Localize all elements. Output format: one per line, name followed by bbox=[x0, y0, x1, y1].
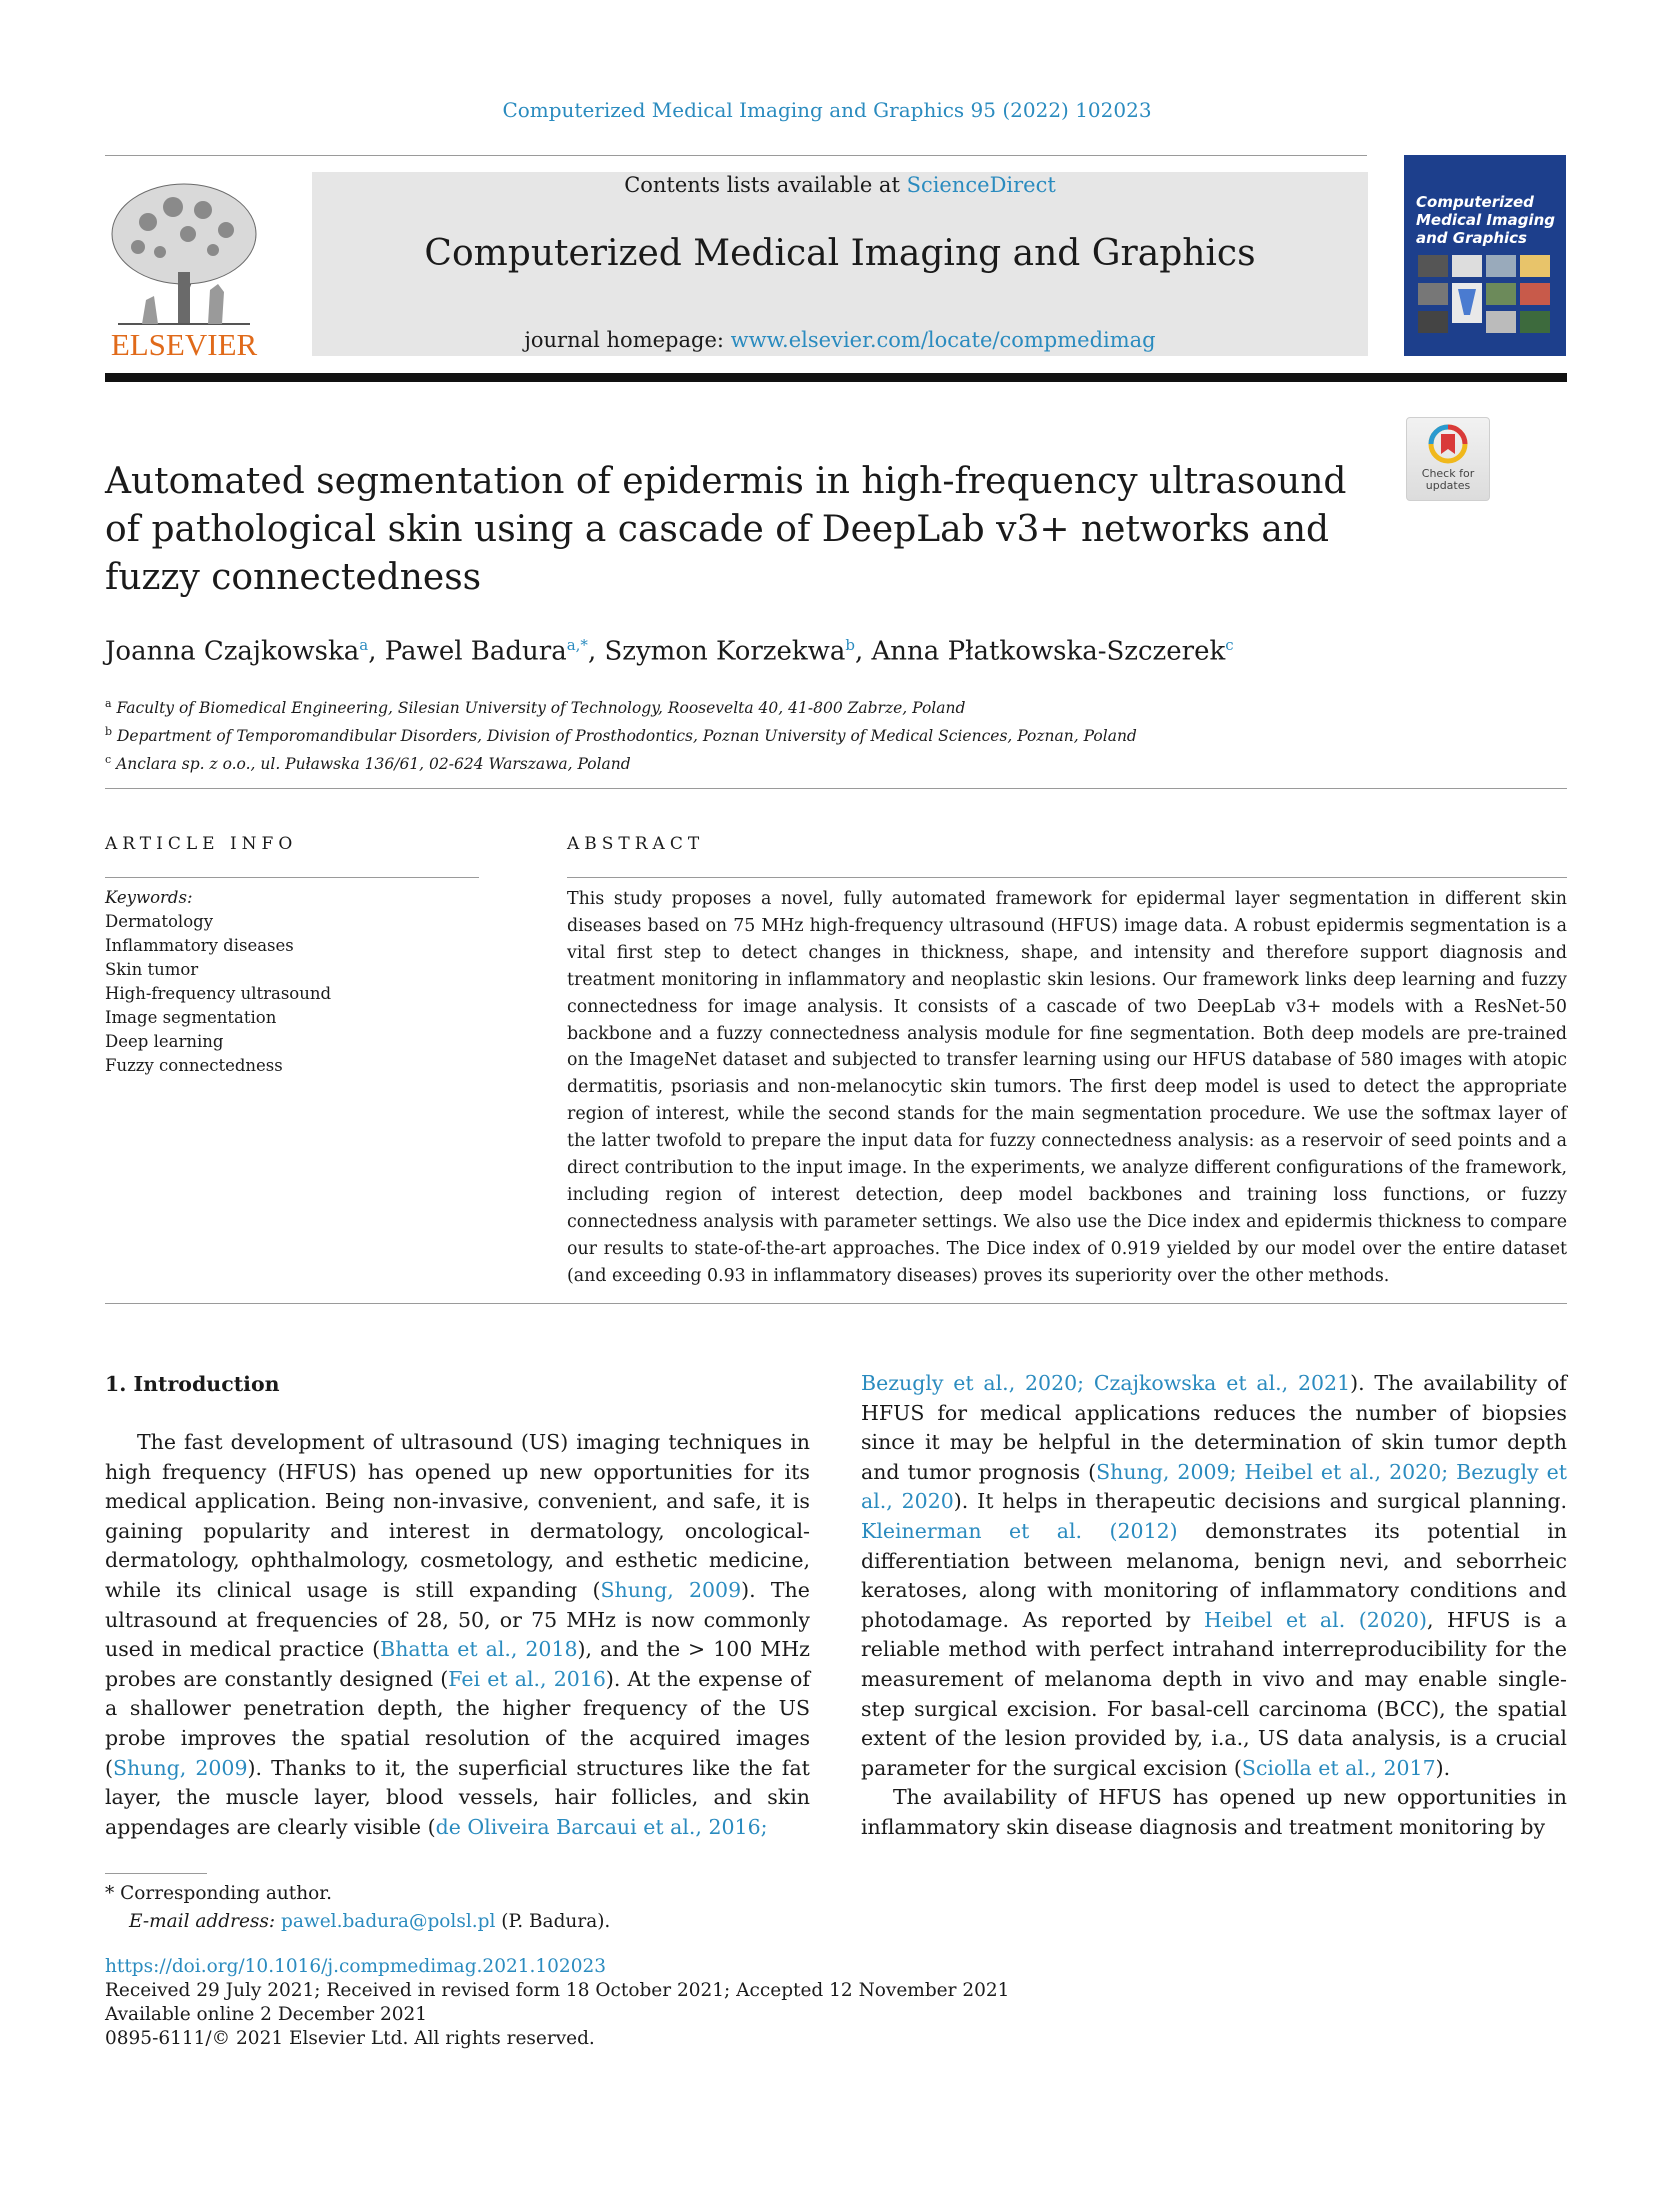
citation-link[interactable] bbox=[1448, 1460, 1456, 1484]
citation-link[interactable]: Bezugly bbox=[861, 1371, 944, 1395]
intro-paragraph-1-part-2: Bezugly et al., 2020; Czajkowska et al., 2021). The availability of HFUS for medical applications reduces the number of biopsies since it may be helpful in the determination of skin tumor depth and tumor prognosis (Shung, 2009; Heibel et al., 2020; Bezugly et al., 2020). It helps in therapeutic decisions and surgical planning. Kleinerman et al. (2012) demonstrates its potential in differentiation between melanoma, benign nevi, and seborrheic keratoses, along with monitoring of inflammatory conditions and photodamage. As reported by Heibel et al. (2020), HFUS is a reliable method with perfect intrahand interreproducibility for the measurement of melanoma depth in vivo and may enable single-step surgical excision. For basal-cell carcinoma (BCC), the spatial extent of the lesion provided by, i.a., US data analysis, is a crucial parameter for the surgical excision (Sciolla et al., 2017). bbox=[861, 1371, 1567, 1780]
citation-link[interactable]: Bhatta bbox=[380, 1637, 450, 1662]
citation-link[interactable] bbox=[547, 1667, 554, 1691]
keyword: Skin tumor bbox=[105, 960, 199, 979]
article-info-rule bbox=[105, 877, 479, 878]
citation-link[interactable]: 2017 bbox=[1383, 1755, 1436, 1780]
citation-link[interactable]: 2009; bbox=[1177, 1459, 1237, 1484]
citation-link[interactable] bbox=[982, 1519, 1009, 1543]
citation-link[interactable]: al., bbox=[983, 1371, 1016, 1395]
keyword: Dermatology bbox=[105, 912, 214, 931]
citation-link[interactable]: 2020; bbox=[1025, 1371, 1085, 1395]
abstract-heading: ABSTRACT bbox=[567, 834, 705, 854]
keywords-list bbox=[105, 886, 465, 1078]
email-label: E-mail address: bbox=[129, 1911, 281, 1932]
author-affiliation-mark[interactable]: a bbox=[359, 636, 369, 654]
citation-link[interactable] bbox=[186, 1756, 195, 1780]
citation-link[interactable] bbox=[893, 1489, 902, 1513]
intro-paragraph-2: The availability of HFUS has opened up new opportunities in inflammatory skin disease diagnosis and treatment monitoring by bbox=[861, 1785, 1567, 1839]
citation-link[interactable] bbox=[1381, 1460, 1389, 1484]
contents-prefix: Contents lists available at bbox=[624, 173, 907, 197]
footnote-rule bbox=[105, 1873, 207, 1874]
citation-link[interactable]: et bbox=[487, 1666, 508, 1691]
citation-link[interactable]: et bbox=[1008, 1518, 1030, 1543]
citation-link[interactable]: et bbox=[457, 1637, 478, 1662]
check-for-updates-label bbox=[1407, 468, 1489, 492]
citation-link[interactable]: et bbox=[1320, 1459, 1342, 1484]
cover-figure-icon bbox=[1418, 255, 1552, 335]
citation-link[interactable] bbox=[1288, 1371, 1298, 1395]
author-name[interactable]: Szymon Korzekwa bbox=[604, 636, 846, 667]
citation-link[interactable] bbox=[1237, 1460, 1245, 1484]
intro-paragraph-1-part-1: The fast development of ultrasound (US) imaging techniques in high frequency (HFUS) has opened up new opportunities for its medical application. Being non-invasive, convenient, and safe, it is gaining popularity and interest in dermatology, oncological-dermatology, ophthalmology, cosmetology, and esthetic medicine, while its clinical usage is still expanding (Shung, 2009). The ultrasound at frequencies of 28, 50, or 75 MHz is now commonly used in medical practice (Bhatta et al., 2018), and the > 100 MHz probes are constantly designed (Fei et al., 2016). At the expense of a shallower penetration depth, the higher frequency of the US probe improves the spatial resolution of the acquired images (Shung, 2009). Thanks to it, the superficial structures like the fat layer, the muscle layer, blood vessels, hair follicles, and skin appendages are clearly visible (de Oliveira Barcaui et al., 2016; bbox=[105, 1430, 810, 1839]
doi-link[interactable]: https://doi.org/10.1016/j.compmedimag.2021.102023 bbox=[105, 1956, 607, 1977]
header-thick-rule bbox=[105, 373, 1567, 382]
citation-link[interactable]: et bbox=[643, 1814, 664, 1839]
citation-link[interactable]: 2016 bbox=[553, 1666, 606, 1691]
author-affiliation-mark[interactable]: a,* bbox=[566, 636, 588, 654]
check-updates-line: updates bbox=[1425, 479, 1471, 492]
journal-homepage-link[interactable]: www.elsevier.com/locate/compmedimag bbox=[730, 328, 1156, 352]
citation-link[interactable]: 2009 bbox=[688, 1577, 742, 1602]
citation-link[interactable]: Heibel bbox=[1204, 1607, 1273, 1632]
citation-link[interactable]: al., bbox=[514, 1666, 547, 1691]
citation-link[interactable]: 2020 bbox=[901, 1489, 954, 1514]
keyword: High-frequency ultrasound bbox=[105, 984, 332, 1003]
elsevier-tree-logo-icon bbox=[98, 172, 270, 364]
citation-link[interactable] bbox=[1015, 1371, 1025, 1395]
citation-link[interactable] bbox=[1313, 1460, 1321, 1484]
section-heading-introduction: 1. Introduction bbox=[105, 1372, 280, 1396]
affiliation-mark: b bbox=[105, 725, 113, 739]
journal-reference[interactable]: Computerized Medical Imaging and Graphics 95 (2022) 102023 bbox=[502, 98, 1152, 122]
citation-link[interactable] bbox=[508, 1667, 515, 1691]
citation-link[interactable] bbox=[1082, 1519, 1109, 1543]
citation-link[interactable]: (2020) bbox=[1358, 1607, 1427, 1632]
cover-title bbox=[1416, 193, 1561, 247]
keyword: Fuzzy connectedness bbox=[105, 1056, 283, 1075]
citation-link[interactable]: et bbox=[1226, 1371, 1247, 1395]
affiliation bbox=[105, 692, 1505, 720]
citation-link[interactable]: Shung, bbox=[600, 1577, 674, 1602]
available-online-date: Available online 2 December 2021 bbox=[105, 2004, 428, 2025]
keyword: Image segmentation bbox=[105, 1008, 277, 1027]
article-title: Automated segmentation of epidermis in high-frequency ultrasound of pathological skin using a cascade of DeepLab v3+ networks and fuzzy connectedness bbox=[105, 461, 1347, 598]
affiliation-text: Anclara sp. z o.o., ul. Puławska 136/61, 02-624 Warszawa, Poland bbox=[116, 755, 631, 774]
keyword: Inflammatory diseases bbox=[105, 936, 294, 955]
author-list: Joanna Czajkowska$^a$, Pawel Badura$^{a,*}$, Szymon Korzekwa$^b$, Anna Płatkowska-Szczerek$^c$ bbox=[105, 636, 1234, 667]
citation-link[interactable]: Barcaui bbox=[556, 1814, 637, 1839]
citation-link[interactable]: al., bbox=[670, 1814, 702, 1839]
citation-link[interactable]: 2021 bbox=[1297, 1371, 1351, 1395]
citation-link[interactable] bbox=[974, 1371, 984, 1395]
citation-link[interactable]: Kleinerman bbox=[861, 1518, 982, 1543]
received-dates: Received 29 July 2021; Received in revised form 18 October 2021; Accepted 12 November 2021 bbox=[105, 1980, 1010, 2001]
publication-info bbox=[105, 1955, 1009, 2051]
author-name[interactable]: Joanna Czajkowska bbox=[105, 636, 360, 667]
abstract-text: This study proposes a novel, fully automated framework for epidermal layer segmentation in different skin diseases based on 75 MHz high-frequency ultrasound (HFUS) image data. A robust epidermis segmentation is a vital first step to detect changes in thickness, shape, and intensity and therefore support diagnosis and treatment monitoring in inflammatory and neoplastic skin lesions. Our framework links deep learning and fuzzy connectedness for image analysis. It consists of a cascade of two DeepLab v3+ models with a ResNet-50 backbone and a fuzzy connectedness analysis module for fine segmentation. Both deep models are pre-trained on the ImageNet dataset and subjected to transfer learning using our HFUS database of 580 images with atopic dermatitis, psoriasis and non-melanocytic skin tumors. The first deep model is used to detect the appropriate region of interest, while the second stands for the main segmentation procedure. We use the softmax layer of the latter twofold to prepare the input data for fuzzy connectedness analysis: as a reservoir of seed points and a direct contribution to the input image. In the experiments, we analyze different configurations of the framework, including region of interest detection, deep model backbones and training loss functions, or fuzzy connectedness analysis with parameter settings. We also use the Dice index and epidermis thickness to compare our results to state-of-the-art approaches. The Dice index of 0.919 yielded by our model over the entire dataset (and exceeding 0.93 in inflammatory diseases) proves its superiority over the other methods. bbox=[567, 889, 1567, 1286]
citation-link[interactable]: (2012) bbox=[1109, 1518, 1178, 1543]
citation-link[interactable] bbox=[1539, 1460, 1547, 1484]
citation-link[interactable]: 2018 bbox=[525, 1637, 578, 1662]
affiliation-text: Department of Temporomandibular Disorders, Division of Prosthodontics, Poznan University of Medical Sciences, Poznan, Poland bbox=[116, 727, 1137, 746]
author-name[interactable]: Pawel Badura bbox=[384, 636, 567, 667]
affiliation-mark: c bbox=[105, 753, 112, 767]
author-affiliation-mark[interactable]: b bbox=[845, 636, 855, 654]
citation-link[interactable]: et bbox=[953, 1371, 974, 1395]
cover-title-line: Computerized bbox=[1416, 193, 1534, 211]
section-rule bbox=[105, 1303, 1567, 1304]
citation-link[interactable]: 2016; bbox=[708, 1814, 768, 1839]
footnote bbox=[105, 1880, 610, 1936]
homepage-prefix: journal homepage: bbox=[524, 328, 731, 352]
citation-link[interactable]: Sciolla bbox=[1241, 1755, 1312, 1780]
sciencedirect-link[interactable]: ScienceDirect bbox=[906, 173, 1056, 197]
citation-link[interactable]: 2020; bbox=[1389, 1459, 1449, 1484]
check-for-updates-icon bbox=[1428, 424, 1468, 466]
citation-link[interactable] bbox=[1345, 1608, 1359, 1632]
affiliations bbox=[105, 692, 1505, 776]
citation-link[interactable]: Fei bbox=[448, 1666, 481, 1691]
affiliation-mark: a bbox=[105, 697, 112, 710]
author-name[interactable]: Anna Płatkowska-Szczerek bbox=[871, 636, 1226, 667]
citation-link[interactable]: et bbox=[1285, 1607, 1307, 1632]
citation-link[interactable]: al., bbox=[861, 1489, 893, 1514]
header-rule bbox=[105, 155, 1367, 156]
article-info-heading: ARTICLE INFO bbox=[105, 834, 298, 854]
journal-cover-thumbnail[interactable] bbox=[1404, 155, 1566, 356]
citation-link[interactable] bbox=[478, 1637, 486, 1661]
author-affiliation-mark[interactable]: c bbox=[1225, 636, 1234, 654]
citation-link[interactable]: al., bbox=[485, 1637, 518, 1662]
email-suffix: (P. Badura). bbox=[495, 1911, 611, 1932]
citation-link[interactable]: et bbox=[1546, 1459, 1567, 1484]
citation-link[interactable]: Shung, bbox=[1096, 1459, 1170, 1484]
citation-link[interactable]: Bezugly bbox=[1456, 1459, 1539, 1484]
cover-title-line: and Graphics bbox=[1416, 229, 1527, 247]
citation-link[interactable]: Oliveira bbox=[467, 1814, 550, 1839]
citation-link[interactable]: Czajkowska bbox=[1093, 1371, 1217, 1395]
keyword: Deep learning bbox=[105, 1032, 224, 1051]
email-line bbox=[105, 1908, 610, 1936]
section-rule bbox=[105, 788, 1567, 789]
citation-link[interactable]: Shung, bbox=[113, 1755, 187, 1780]
body-column-right bbox=[861, 1369, 1567, 1843]
citation-link[interactable]: al., bbox=[1256, 1371, 1289, 1395]
journal-name: Computerized Medical Imaging and Graphics bbox=[424, 233, 1256, 274]
citation-link[interactable]: al. bbox=[1056, 1518, 1083, 1543]
citation-link[interactable] bbox=[943, 1371, 953, 1395]
affiliation bbox=[105, 748, 1505, 776]
citation-link[interactable] bbox=[1029, 1519, 1056, 1543]
citation-link[interactable]: al., bbox=[1349, 1459, 1382, 1484]
affiliation-text: Faculty of Biomedical Engineering, Silesian University of Technology, Roosevelta 40, 41-800 Zabrze, Poland bbox=[116, 699, 966, 718]
citation-link[interactable]: 2009 bbox=[195, 1755, 248, 1780]
citation-link[interactable] bbox=[1216, 1371, 1226, 1395]
citation-link[interactable] bbox=[1272, 1608, 1286, 1632]
citation-link[interactable] bbox=[1306, 1608, 1320, 1632]
citation-link[interactable]: de bbox=[435, 1814, 461, 1839]
cover-title-line: Medical Imaging bbox=[1416, 211, 1555, 229]
citation-link[interactable] bbox=[1084, 1371, 1094, 1395]
contents-line bbox=[312, 173, 1368, 197]
citation-link[interactable] bbox=[674, 1578, 689, 1602]
keywords-label: Keywords: bbox=[105, 888, 193, 907]
body-column-left bbox=[105, 1428, 810, 1842]
citation-link[interactable]: al. bbox=[1319, 1607, 1346, 1632]
email-link[interactable]: pawel.badura@polsl.pl bbox=[281, 1911, 496, 1932]
check-updates-line: Check for bbox=[1421, 467, 1475, 480]
citation-link[interactable]: Heibel bbox=[1244, 1459, 1313, 1484]
check-for-updates-button[interactable] bbox=[1406, 417, 1490, 501]
citation-link[interactable]: al., bbox=[1345, 1755, 1377, 1780]
affiliation bbox=[105, 720, 1505, 748]
homepage-line bbox=[312, 328, 1368, 352]
elsevier-wordmark: ELSEVIER bbox=[110, 327, 258, 362]
citation-link[interactable] bbox=[1247, 1371, 1257, 1395]
abstract-rule bbox=[567, 877, 1567, 878]
citation-link[interactable]: et bbox=[1318, 1755, 1339, 1780]
corresponding-author-note: * Corresponding author. bbox=[105, 1883, 332, 1904]
copyright-notice: 0895-6111/© 2021 Elsevier Ltd. All rights reserved. bbox=[105, 2028, 595, 2049]
